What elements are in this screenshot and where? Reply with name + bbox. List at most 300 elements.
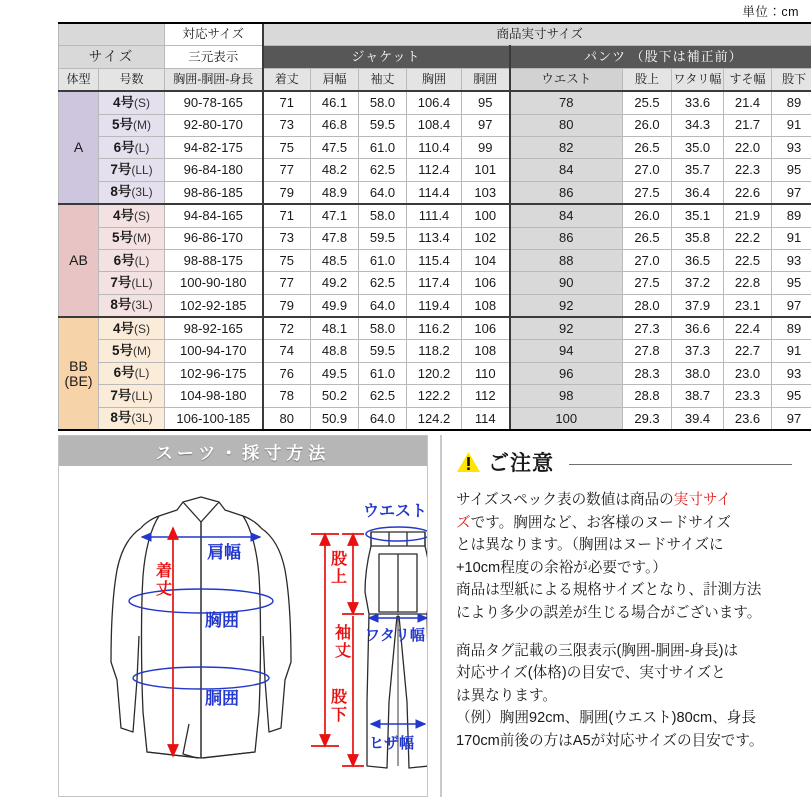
cell-pants-3: 95 [772, 272, 811, 294]
cell-jacket-3: 113.4 [407, 227, 462, 249]
gou-alpha: (S) [134, 208, 150, 223]
cell-pants-2: 22.6 [724, 181, 772, 204]
header-tri-display: 胸囲-胴囲-身長 [165, 68, 263, 91]
cell-pants-1: 36.6 [672, 317, 724, 340]
cell-jacket-4: 101 [462, 159, 510, 181]
cell-jacket-3: 111.4 [407, 204, 462, 227]
cell-pants-0: 26.0 [623, 114, 672, 136]
cell-pants-3: 97 [772, 407, 811, 430]
cell-pants-waist: 80 [510, 114, 623, 136]
notice-text: +10cm程度の余裕が必要です。） [456, 559, 667, 576]
header-jacket-4: 胴囲 [462, 68, 510, 91]
gou-number: 6号 [113, 252, 135, 268]
cell-pants-0: 28.3 [623, 362, 672, 384]
label-waist-pants: ウエスト [363, 503, 427, 520]
cell-pants-waist: 84 [510, 159, 623, 181]
notice-body [456, 489, 794, 753]
cell-tri-display: 98-86-185 [165, 181, 263, 204]
cell-gou [99, 340, 165, 362]
measurement-diagram [58, 435, 428, 797]
cell-pants-0: 27.0 [623, 159, 672, 181]
table-row [59, 227, 811, 249]
gou-number: 7号 [110, 161, 132, 177]
cell-jacket-0: 76 [263, 362, 311, 384]
header-size-group: サイズ [59, 46, 165, 68]
cell-jacket-3: 116.2 [407, 317, 462, 340]
gou-alpha: (3L) [131, 185, 153, 200]
cell-jacket-2: 61.0 [359, 136, 407, 158]
cell-jacket-4: 97 [462, 114, 510, 136]
cell-jacket-1: 50.9 [311, 407, 359, 430]
table-row [59, 272, 811, 294]
cell-gou [99, 227, 165, 249]
cell-pants-3: 95 [772, 385, 811, 407]
table-row [59, 385, 811, 407]
cell-pants-2: 23.0 [724, 362, 772, 384]
cell-tri-display: 96-86-170 [165, 227, 263, 249]
notice-line [456, 579, 794, 602]
diagram-canvas [59, 466, 427, 796]
header-corresponding-size: 対応サイズ [165, 23, 263, 46]
gou-number: 5号 [111, 230, 133, 246]
table-row [59, 204, 811, 227]
cell-pants-2: 21.7 [724, 114, 772, 136]
table-row [59, 317, 811, 340]
label-rise: 股 [331, 551, 348, 568]
cell-pants-1: 36.4 [672, 181, 724, 204]
cell-pants-3: 93 [772, 362, 811, 384]
cell-tri-display: 94-84-165 [165, 204, 263, 227]
cell-jacket-4: 106 [462, 317, 510, 340]
table-row [59, 340, 811, 362]
cell-pants-1: 37.2 [672, 272, 724, 294]
cell-jacket-2: 59.5 [359, 227, 407, 249]
cell-jacket-4: 108 [462, 340, 510, 362]
cell-pants-3: 89 [772, 204, 811, 227]
cell-pants-0: 26.5 [623, 136, 672, 158]
cell-gou [99, 136, 165, 158]
unit-label: 単位：cm [742, 5, 799, 19]
label-sleeve-length: 袖 [335, 625, 352, 642]
cell-jacket-3: 115.4 [407, 249, 462, 271]
cell-pants-0: 28.8 [623, 385, 672, 407]
cell-jacket-4: 110 [462, 362, 510, 384]
cell-pants-waist: 78 [510, 91, 623, 114]
cell-tri-display: 92-80-170 [165, 114, 263, 136]
body-type-cell [59, 317, 99, 430]
cell-jacket-0: 73 [263, 114, 311, 136]
cell-pants-waist: 86 [510, 181, 623, 204]
gou-alpha: (L) [134, 253, 150, 268]
cell-tri-display: 106-100-185 [165, 407, 263, 430]
notice-text: 170cm前後の方はA5が対応サイズの目安です。 [456, 733, 764, 750]
cell-jacket-0: 78 [263, 385, 311, 407]
cell-jacket-3: 108.4 [407, 114, 462, 136]
cell-pants-waist: 86 [510, 227, 623, 249]
notice-line [456, 707, 794, 730]
cell-jacket-1: 47.1 [311, 204, 359, 227]
cell-jacket-0: 79 [263, 181, 311, 204]
cell-pants-1: 35.1 [672, 204, 724, 227]
cell-jacket-3: 114.4 [407, 181, 462, 204]
cell-jacket-0: 72 [263, 317, 311, 340]
notice-line [456, 512, 794, 535]
notice-line [456, 489, 794, 512]
cell-pants-1: 38.7 [672, 385, 724, 407]
cell-pants-waist: 84 [510, 204, 623, 227]
warning-icon [456, 451, 481, 473]
cell-jacket-4: 108 [462, 294, 510, 317]
cell-pants-1: 39.4 [672, 407, 724, 430]
cell-jacket-0: 71 [263, 204, 311, 227]
notice-line [456, 640, 794, 663]
gou-number: 8号 [110, 297, 132, 313]
table-header-row-3 [59, 68, 811, 91]
notice-line [456, 730, 794, 753]
table-row [59, 407, 811, 430]
cell-pants-1: 35.7 [672, 159, 724, 181]
notice-panel [440, 435, 802, 797]
cell-jacket-1: 48.9 [311, 181, 359, 204]
gou-alpha: (M) [133, 344, 151, 359]
cell-jacket-4: 100 [462, 204, 510, 227]
gou-alpha: (LL) [131, 275, 153, 290]
cell-pants-3: 89 [772, 91, 811, 114]
table-row [59, 114, 811, 136]
gou-number: 4号 [112, 320, 134, 336]
cell-jacket-0: 74 [263, 340, 311, 362]
cell-jacket-4: 114 [462, 407, 510, 430]
header-real-size: 商品実寸サイズ [263, 23, 811, 46]
gou-alpha: (M) [133, 231, 151, 246]
gou-number: 8号 [110, 184, 132, 200]
notice-text: （例）胸囲92cm、胴囲(ウエスト)80cm、身長 [456, 710, 756, 727]
gou-number: 4号 [112, 207, 134, 223]
cell-jacket-2: 64.0 [359, 407, 407, 430]
cell-gou [99, 385, 165, 407]
cell-pants-1: 37.9 [672, 294, 724, 317]
header-pants-0: 股上 [623, 68, 672, 91]
body-type-label: A [73, 139, 84, 156]
cell-pants-0: 27.5 [623, 272, 672, 294]
notice-text: により多少の誤差が生じる場合がございます。 [456, 605, 762, 622]
cell-pants-0: 27.8 [623, 340, 672, 362]
gou-alpha: (3L) [131, 411, 153, 426]
gou-alpha: (3L) [131, 298, 153, 313]
cell-pants-1: 35.8 [672, 227, 724, 249]
cell-pants-0: 29.3 [623, 407, 672, 430]
table-row [59, 249, 811, 271]
cell-pants-0: 27.5 [623, 181, 672, 204]
notice-text: 対応サイズ(体格)の目安で、実寸サイズと [456, 665, 726, 682]
notice-text: 商品タグ記載の三限表示(胸囲-胴囲-身長)は [456, 642, 739, 659]
cell-pants-waist: 88 [510, 249, 623, 271]
cell-pants-3: 93 [772, 136, 811, 158]
notice-text: とは異なります。（胸囲はヌードサイズに [456, 537, 724, 554]
header-jacket-1: 肩幅 [311, 68, 359, 91]
gou-number: 4号 [112, 94, 134, 110]
cell-pants-0: 27.3 [623, 317, 672, 340]
cell-jacket-3: 120.2 [407, 362, 462, 384]
cell-gou [99, 91, 165, 114]
cell-pants-2: 21.4 [724, 91, 772, 114]
cell-jacket-2: 59.5 [359, 340, 407, 362]
cell-jacket-4: 95 [462, 91, 510, 114]
cell-pants-1: 38.0 [672, 362, 724, 384]
svg-text:丈: 丈 [156, 581, 173, 598]
notice-line [456, 534, 794, 557]
cell-jacket-1: 48.5 [311, 249, 359, 271]
gou-number: 6号 [113, 139, 135, 155]
body-type-label: AB [69, 252, 88, 269]
size-spec-table-wrap [58, 22, 807, 431]
header-gou: 号数 [99, 68, 165, 91]
cell-jacket-1: 47.8 [311, 227, 359, 249]
cell-jacket-2: 58.0 [359, 91, 407, 114]
cell-pants-waist: 98 [510, 385, 623, 407]
bottom-section [0, 432, 811, 811]
cell-pants-0: 27.0 [623, 249, 672, 271]
gou-number: 7号 [110, 387, 132, 403]
cell-pants-0: 26.5 [623, 227, 672, 249]
cell-pants-2: 22.0 [724, 136, 772, 158]
cell-pants-1: 33.6 [672, 91, 724, 114]
cell-gou [99, 181, 165, 204]
cell-pants-0: 25.5 [623, 91, 672, 114]
cell-jacket-2: 58.0 [359, 204, 407, 227]
diagram-title: スーツ・採寸方法 [59, 436, 427, 466]
cell-tri-display: 90-78-165 [165, 91, 263, 114]
cell-jacket-2: 62.5 [359, 159, 407, 181]
cell-pants-3: 91 [772, 227, 811, 249]
cell-jacket-4: 103 [462, 181, 510, 204]
header-jacket-3: 胸囲 [407, 68, 462, 91]
cell-jacket-1: 49.2 [311, 272, 359, 294]
notice-text: は異なります。 [456, 687, 557, 704]
cell-tri-display: 100-90-180 [165, 272, 263, 294]
cell-pants-3: 93 [772, 249, 811, 271]
cell-jacket-3: 106.4 [407, 91, 462, 114]
label-body-length: 着 [156, 563, 173, 580]
label-chest: 胸囲 [205, 611, 239, 630]
gou-number: 5号 [111, 117, 133, 133]
gou-alpha: (LL) [131, 162, 153, 177]
notice-title: ご注意 [488, 452, 554, 475]
cell-pants-3: 89 [772, 317, 811, 340]
cell-tri-display: 100-94-170 [165, 340, 263, 362]
label-thigh-width: ワタリ幅 [365, 627, 425, 644]
notice-highlight: ズ [456, 514, 471, 531]
cell-pants-2: 23.3 [724, 385, 772, 407]
table-header-row-2 [59, 46, 811, 68]
table-row [59, 136, 811, 158]
notice-highlight: 実寸サイ [673, 492, 732, 508]
notice-line [456, 662, 794, 685]
header-body-type: 体型 [59, 68, 99, 91]
cell-jacket-4: 102 [462, 227, 510, 249]
cell-jacket-4: 99 [462, 136, 510, 158]
cell-tri-display: 98-92-165 [165, 317, 263, 340]
cell-pants-waist: 94 [510, 340, 623, 362]
notice-text: サイズスペック表の数値は商品の [456, 492, 674, 508]
body-type-cell [59, 204, 99, 317]
label-shoulder-width: 肩幅 [207, 543, 241, 562]
header-pants-2: すそ幅 [724, 68, 772, 91]
cell-gou [99, 407, 165, 430]
notice-text: です。胸囲など、お客様のヌードサイズ [470, 514, 731, 531]
table-row [59, 362, 811, 384]
notice-line [456, 685, 794, 708]
gou-number: 8号 [110, 410, 132, 426]
cell-jacket-3: 112.4 [407, 159, 462, 181]
notice-line [456, 602, 794, 625]
cell-tri-display: 98-88-175 [165, 249, 263, 271]
cell-pants-2: 22.5 [724, 249, 772, 271]
cell-jacket-2: 62.5 [359, 385, 407, 407]
header-jacket-2: 袖丈 [359, 68, 407, 91]
cell-tri-display: 102-92-185 [165, 294, 263, 317]
cell-pants-3: 95 [772, 159, 811, 181]
cell-gou [99, 362, 165, 384]
notice-header [456, 447, 794, 477]
cell-jacket-3: 119.4 [407, 294, 462, 317]
table-header-row-1 [59, 23, 811, 46]
gou-alpha: (L) [134, 140, 150, 155]
table-row [59, 181, 811, 204]
cell-jacket-2: 58.0 [359, 317, 407, 340]
cell-jacket-3: 118.2 [407, 340, 462, 362]
notice-line [456, 557, 794, 580]
cell-jacket-0: 79 [263, 294, 311, 317]
cell-gou [99, 317, 165, 340]
gou-alpha: (S) [134, 95, 150, 110]
cell-jacket-2: 61.0 [359, 362, 407, 384]
cell-tri-display: 102-96-175 [165, 362, 263, 384]
table-row [59, 91, 811, 114]
cell-pants-3: 97 [772, 294, 811, 317]
cell-jacket-1: 46.8 [311, 114, 359, 136]
cell-pants-waist: 82 [510, 136, 623, 158]
cell-pants-3: 97 [772, 181, 811, 204]
cell-jacket-0: 75 [263, 249, 311, 271]
cell-pants-waist: 96 [510, 362, 623, 384]
cell-jacket-0: 77 [263, 272, 311, 294]
cell-jacket-4: 112 [462, 385, 510, 407]
cell-jacket-2: 62.5 [359, 272, 407, 294]
cell-jacket-2: 64.0 [359, 181, 407, 204]
cell-jacket-1: 48.8 [311, 340, 359, 362]
unit-row [0, 0, 811, 22]
cell-pants-2: 22.2 [724, 227, 772, 249]
cell-jacket-1: 47.5 [311, 136, 359, 158]
cell-gou [99, 204, 165, 227]
gou-alpha: (L) [134, 366, 150, 381]
body-type-label: BB [69, 357, 88, 374]
cell-pants-2: 22.8 [724, 272, 772, 294]
cell-jacket-2: 64.0 [359, 294, 407, 317]
cell-jacket-4: 104 [462, 249, 510, 271]
size-spec-table [58, 22, 811, 431]
cell-pants-3: 91 [772, 340, 811, 362]
notice-text: 商品は型紙による規格サイズとなり、計測方法 [456, 582, 762, 599]
header-jacket-0: 着丈 [263, 68, 311, 91]
label-inseam: 股 [331, 689, 348, 706]
cell-pants-2: 21.9 [724, 204, 772, 227]
header-sangen: 三元表示 [165, 46, 263, 68]
cell-jacket-1: 49.5 [311, 362, 359, 384]
gou-number: 5号 [111, 343, 133, 359]
cell-gou [99, 294, 165, 317]
cell-pants-0: 28.0 [623, 294, 672, 317]
gou-number: 7号 [110, 274, 132, 290]
cell-pants-1: 37.3 [672, 340, 724, 362]
header-pants-1: ワタリ幅 [672, 68, 724, 91]
header-pants: パンツ （股下は補正前） [510, 46, 811, 68]
header-jacket: ジャケット [263, 46, 510, 68]
gou-alpha: (M) [133, 118, 151, 133]
svg-text:下: 下 [331, 707, 348, 724]
cell-gou [99, 272, 165, 294]
cell-tri-display: 96-84-180 [165, 159, 263, 181]
cell-jacket-3: 117.4 [407, 272, 462, 294]
cell-pants-waist: 92 [510, 317, 623, 340]
cell-pants-0: 26.0 [623, 204, 672, 227]
cell-gou [99, 159, 165, 181]
cell-pants-waist: 92 [510, 294, 623, 317]
cell-jacket-1: 49.9 [311, 294, 359, 317]
cell-pants-2: 22.3 [724, 159, 772, 181]
cell-jacket-0: 77 [263, 159, 311, 181]
cell-jacket-3: 124.2 [407, 407, 462, 430]
cell-pants-2: 23.1 [724, 294, 772, 317]
cell-jacket-3: 110.4 [407, 136, 462, 158]
body-type-sublabel: (BE) [64, 372, 93, 389]
svg-text:丈: 丈 [335, 643, 352, 660]
cell-jacket-1: 48.1 [311, 317, 359, 340]
header-blank [59, 23, 165, 46]
cell-jacket-0: 71 [263, 91, 311, 114]
svg-text:上: 上 [331, 569, 348, 586]
cell-jacket-2: 59.5 [359, 114, 407, 136]
gou-number: 6号 [113, 365, 135, 381]
label-waist-jacket: 胴囲 [205, 689, 239, 708]
header-pants-waist: ウエスト [510, 68, 623, 91]
cell-jacket-0: 73 [263, 227, 311, 249]
cell-gou [99, 114, 165, 136]
cell-pants-1: 36.5 [672, 249, 724, 271]
cell-jacket-3: 122.2 [407, 385, 462, 407]
header-pants-3: 股下 [772, 68, 811, 91]
label-knee-width: ヒザ幅 [369, 735, 415, 752]
table-row [59, 159, 811, 181]
cell-pants-3: 91 [772, 114, 811, 136]
cell-jacket-1: 48.2 [311, 159, 359, 181]
body-type-cell [59, 91, 99, 204]
cell-jacket-1: 46.1 [311, 91, 359, 114]
cell-pants-waist: 100 [510, 407, 623, 430]
table-row [59, 294, 811, 317]
cell-gou [99, 249, 165, 271]
cell-pants-1: 34.3 [672, 114, 724, 136]
cell-jacket-4: 106 [462, 272, 510, 294]
cell-pants-2: 22.7 [724, 340, 772, 362]
cell-jacket-1: 50.2 [311, 385, 359, 407]
cell-tri-display: 94-82-175 [165, 136, 263, 158]
cell-pants-waist: 90 [510, 272, 623, 294]
cell-jacket-0: 80 [263, 407, 311, 430]
cell-pants-2: 23.6 [724, 407, 772, 430]
cell-jacket-2: 61.0 [359, 249, 407, 271]
